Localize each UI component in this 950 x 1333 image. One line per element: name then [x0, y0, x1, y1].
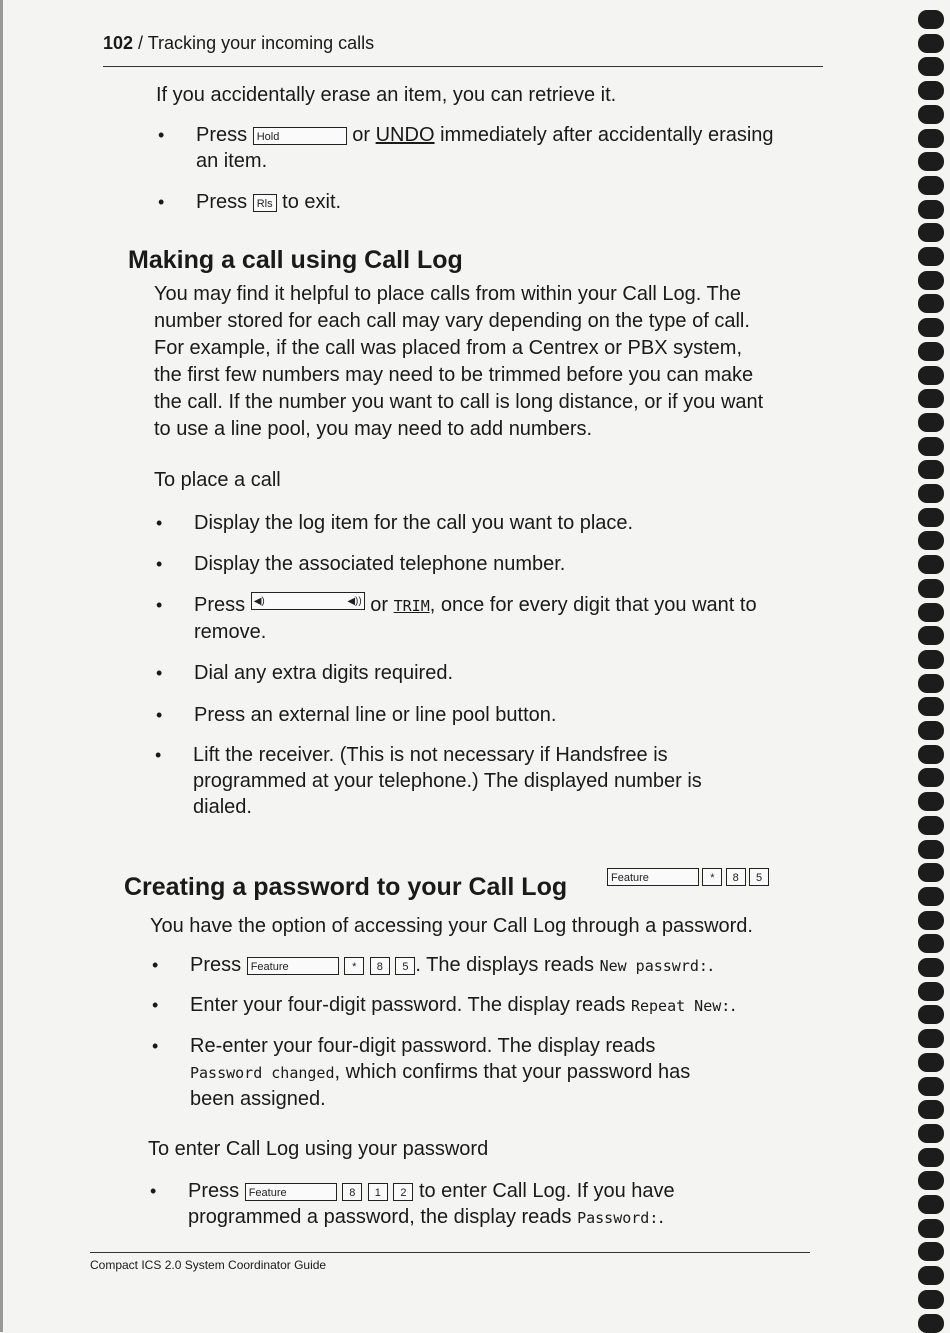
star-key: * [702, 868, 722, 886]
binding-ring [918, 1053, 944, 1072]
feature-key: Feature [245, 1183, 337, 1201]
binding-ring [918, 816, 944, 835]
subhead-place-call: To place a call [154, 469, 281, 491]
binding-ring [918, 484, 944, 503]
key-2: 2 [393, 1183, 413, 1201]
binding-ring [918, 1029, 944, 1048]
key-8: 8 [726, 868, 746, 886]
password-bullet-2: • Enter your four-digit password. The display reads Repeat New:. [190, 992, 736, 1019]
binding-ring [918, 674, 944, 693]
binding-ring [918, 982, 944, 1001]
binding-ring [918, 792, 944, 811]
binding-ring [918, 34, 944, 53]
place-bullet-5: • Press an external line or line pool button. [194, 702, 556, 728]
page-left-edge [0, 0, 3, 1332]
star-key: * [344, 957, 364, 975]
binding-ring [918, 911, 944, 930]
binding-ring [918, 1005, 944, 1024]
page-number: 102 [103, 33, 134, 53]
binding-ring [918, 1219, 944, 1238]
binding-ring [918, 81, 944, 100]
feature-key: Feature [607, 868, 699, 886]
binding-ring [918, 1124, 944, 1143]
password-bullet-1: • Press Feature * 8 5 . The displays reads New passwrd:. [190, 952, 714, 979]
undo-softkey: UNDO [375, 124, 435, 146]
volume-up-icon: ◀)) [347, 596, 362, 607]
footer-rule [90, 1252, 810, 1253]
binding-ring [918, 887, 944, 906]
binding-ring [918, 105, 944, 124]
key-5: 5 [749, 868, 769, 886]
binding-ring [918, 1148, 944, 1167]
section2-paragraph: You have the option of accessing your Call Log through a password. [150, 915, 753, 937]
erase-bullet-2: • Press Rls to exit. [196, 189, 341, 215]
trim-softkey: TRIM [393, 597, 430, 615]
binding-ring [918, 508, 944, 527]
page-footer: Compact ICS 2.0 System Coordinator Guide [90, 1258, 327, 1272]
spiral-binding [908, 0, 948, 1332]
volume-down-icon: ◀) [253, 596, 265, 607]
place-bullet-6: • Lift the receiver. (This is not necessary if Handsfree is programmed at your telephone.) The displayed number is dialed. [193, 742, 702, 820]
binding-ring [918, 176, 944, 195]
binding-ring [918, 1242, 944, 1261]
binding-ring [918, 152, 944, 171]
binding-ring [918, 650, 944, 669]
binding-ring [918, 223, 944, 242]
erase-bullet-1: • Press Hold or UNDO immediately after accidentally erasing an item. [196, 122, 774, 174]
binding-ring [918, 531, 944, 550]
section-heading-making-call: Making a call using Call Log [128, 246, 463, 274]
binding-ring [918, 200, 944, 219]
binding-ring [918, 389, 944, 408]
display-text: Password: [577, 1209, 659, 1227]
place-bullet-2: • Display the associated telephone number. [194, 551, 565, 577]
password-bullet-3: • Re-enter your four-digit password. The display reads Password changed, which confirms that your password has been assigned. [190, 1033, 690, 1112]
binding-ring [918, 863, 944, 882]
enter-log-bullet: • Press Feature 8 1 2 to enter Call Log. If you have programmed a password, the display reads Password:. [188, 1178, 675, 1231]
binding-ring [918, 603, 944, 622]
key-1: 1 [368, 1183, 388, 1201]
binding-ring [918, 958, 944, 977]
binding-ring [918, 1314, 944, 1333]
binding-ring [918, 129, 944, 148]
display-text: Password changed [190, 1064, 335, 1082]
binding-ring [918, 626, 944, 645]
header-rule [103, 66, 823, 67]
feature-key: Feature [247, 957, 339, 975]
binding-ring [918, 1290, 944, 1309]
intro-text: If you accidentally erase an item, you can retrieve it. [156, 84, 617, 106]
binding-ring [918, 437, 944, 456]
binding-ring [918, 10, 944, 29]
binding-ring [918, 294, 944, 313]
heading-key-sequence [607, 868, 769, 886]
binding-ring [918, 247, 944, 266]
binding-ring [918, 579, 944, 598]
binding-ring [918, 342, 944, 361]
binding-ring [918, 934, 944, 953]
binding-ring [918, 745, 944, 764]
rls-key: Rls [253, 194, 277, 212]
place-bullet-4: • Dial any extra digits required. [194, 660, 453, 686]
binding-ring [918, 318, 944, 337]
binding-ring [918, 555, 944, 574]
key-5: 5 [395, 957, 415, 975]
key-8: 8 [342, 1183, 362, 1201]
binding-ring [918, 840, 944, 859]
volume-key [251, 592, 365, 610]
binding-ring [918, 460, 944, 479]
binding-ring [918, 57, 944, 76]
binding-ring [918, 768, 944, 787]
section1-paragraph: You may find it helpful to place calls from within your Call Log. The number stored for each call may vary depending on the type of call. For example, if the call was placed from a Centrex or PBX system, the first few numbers may need to be trimmed before you can make the call. If the number you want to call is long distance, or if you want to use a line pool, you may need to add numbers. [154, 283, 764, 440]
binding-ring [918, 366, 944, 385]
binding-ring [918, 271, 944, 290]
binding-ring [918, 1077, 944, 1096]
place-bullet-3: • Press ◀) ◀)) or TRIM, once for every digit that you want to remove. [194, 592, 757, 645]
page-header [103, 33, 374, 54]
section-heading-create-password: Creating a password to your Call Log [124, 873, 568, 901]
place-bullet-1: • Display the log item for the call you want to place. [194, 510, 633, 536]
binding-ring [918, 697, 944, 716]
header-title: / Tracking your incoming calls [133, 33, 375, 53]
display-text: New passwrd: [599, 957, 708, 975]
binding-ring [918, 1100, 944, 1119]
subhead-enter-log: To enter Call Log using your password [148, 1138, 489, 1160]
binding-ring [918, 413, 944, 432]
hold-key: Hold [253, 127, 347, 145]
key-8: 8 [370, 957, 390, 975]
binding-ring [918, 1195, 944, 1214]
binding-ring [918, 1266, 944, 1285]
binding-ring [918, 1171, 944, 1190]
display-text: Repeat New: [630, 997, 731, 1015]
binding-ring [918, 721, 944, 740]
